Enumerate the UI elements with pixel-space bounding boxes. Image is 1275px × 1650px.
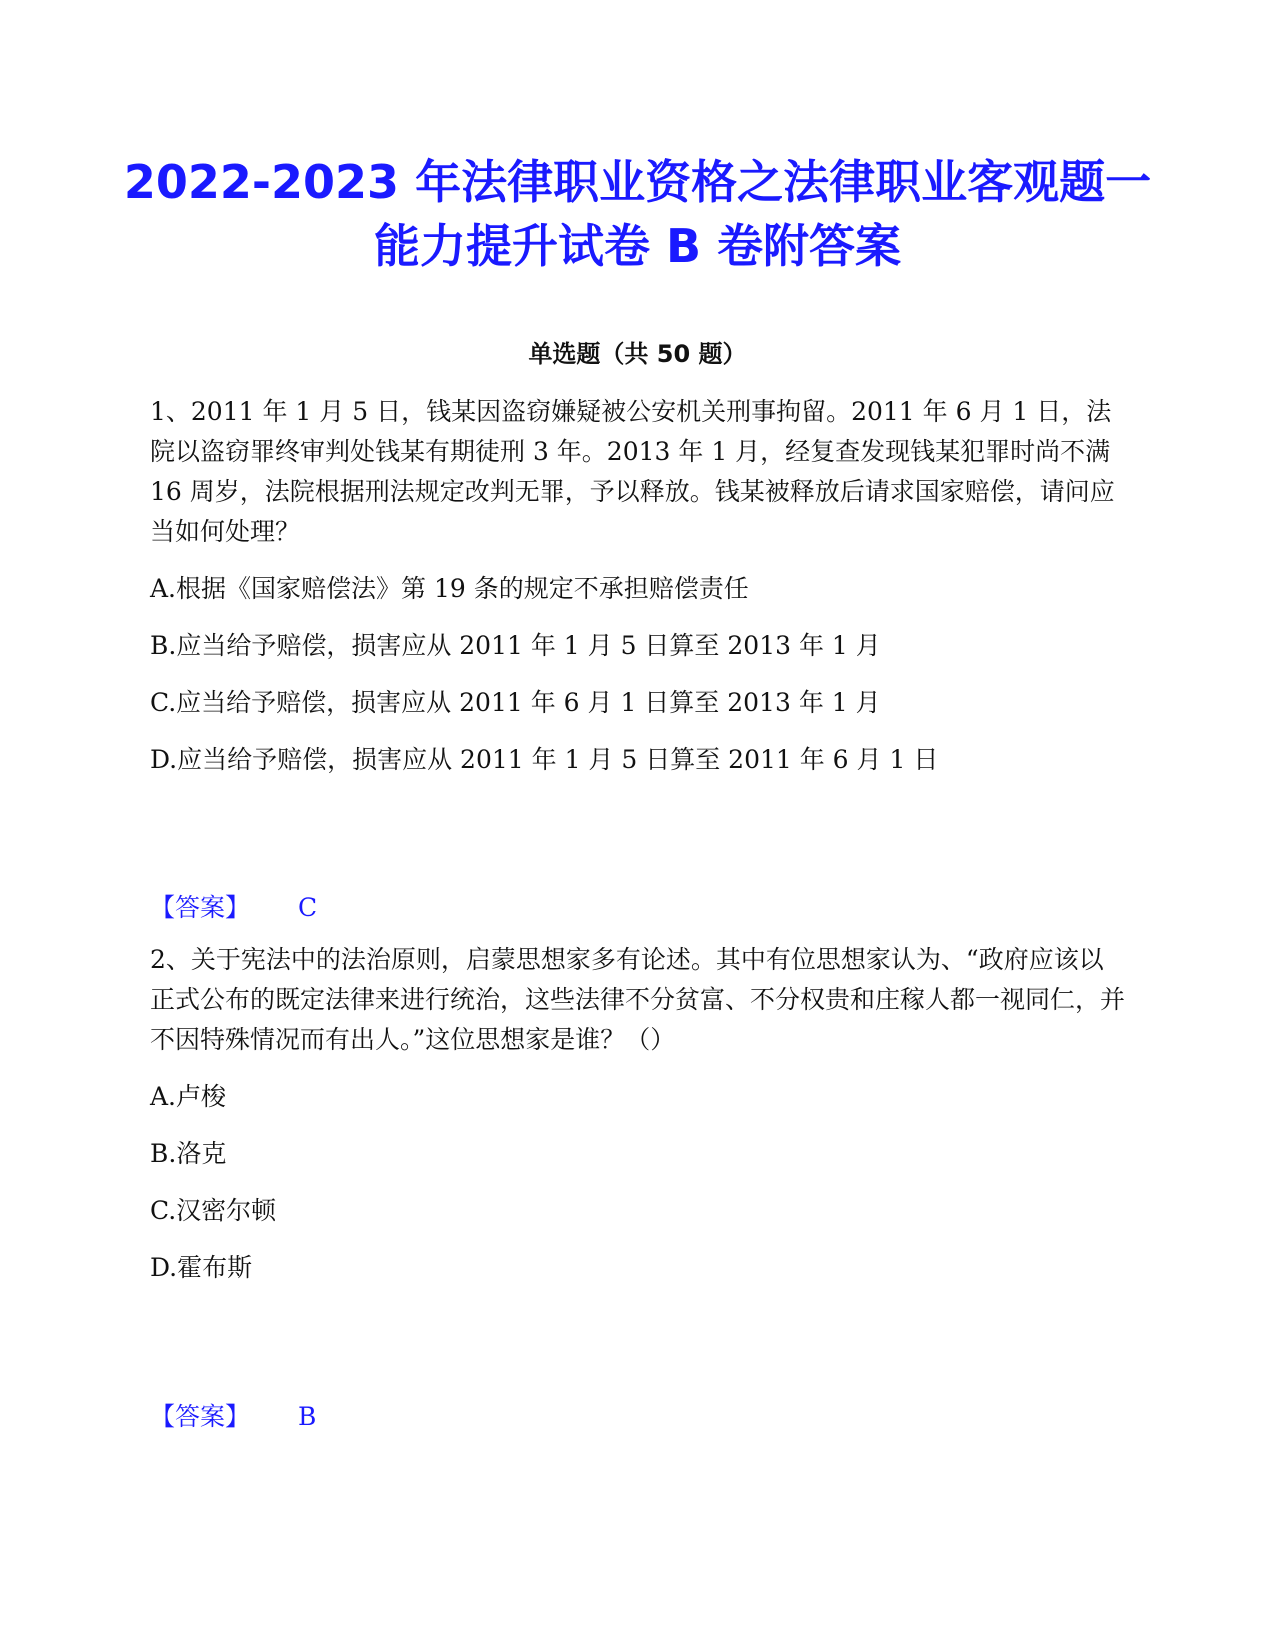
option-c: C.应当给予赔偿，损害应从 2011 年 6 月 1 日算至 2013 年 1 月 xyxy=(150,688,881,717)
answer-line xyxy=(150,888,1125,928)
option-list xyxy=(150,1077,1125,1288)
answer-label: 【答案】 xyxy=(150,1402,251,1431)
answer-label: 【答案】 xyxy=(150,893,251,922)
question-2 xyxy=(150,940,1125,1437)
question-stem: 2、关于宪法中的法治原则，启蒙思想家多有论述。其中有位思想家认为、“政府应该以正式公布的既定法律来进行统治，这些法律不分贫富、不分权贵和庄稼人都一视同仁，并不因特殊情况而有出人。”这位思想家是谁？（） xyxy=(150,945,1126,1054)
question-stem: 1、2011 年 1 月 5 日，钱某因盗窃嫌疑被公安机关刑事拘留。2011 年 6 月 1 日，法院以盗窃罪终审判处钱某有期徒刑 3 年。2013 年 1 月，经复查发现钱某犯罪时尚不满 16 周岁，法院根据刑法规定改判无罪，予以释放。钱某被释放后请求国家赔偿，请问应当如何处理？ xyxy=(150,397,1115,546)
section-heading: 单选题（共 50 题） xyxy=(528,340,747,368)
answer-value: B xyxy=(298,1402,317,1431)
question-list xyxy=(150,392,1125,1437)
option-a: A.卢梭 xyxy=(150,1082,227,1111)
option-b: B.洛克 xyxy=(150,1139,227,1168)
document-title: 2022-2023 年法律职业资格之法律职业客观题一能力提升试卷 B 卷附答案 xyxy=(123,155,1152,273)
answer-line xyxy=(150,1397,1125,1437)
option-c: C.汉密尔顿 xyxy=(150,1196,277,1225)
option-b: B.应当给予赔偿，损害应从 2011 年 1 月 5 日算至 2013 年 1 月 xyxy=(150,631,881,660)
question-1 xyxy=(150,392,1125,928)
answer-value: C xyxy=(298,893,318,922)
option-a: A.根据《国家赔偿法》第 19 条的规定不承担赔偿责任 xyxy=(150,574,749,603)
option-d: D.应当给予赔偿，损害应从 2011 年 1 月 5 日算至 2011 年 6 月 1 日 xyxy=(150,745,939,774)
option-d: D.霍布斯 xyxy=(150,1253,253,1282)
option-list xyxy=(150,569,1125,780)
